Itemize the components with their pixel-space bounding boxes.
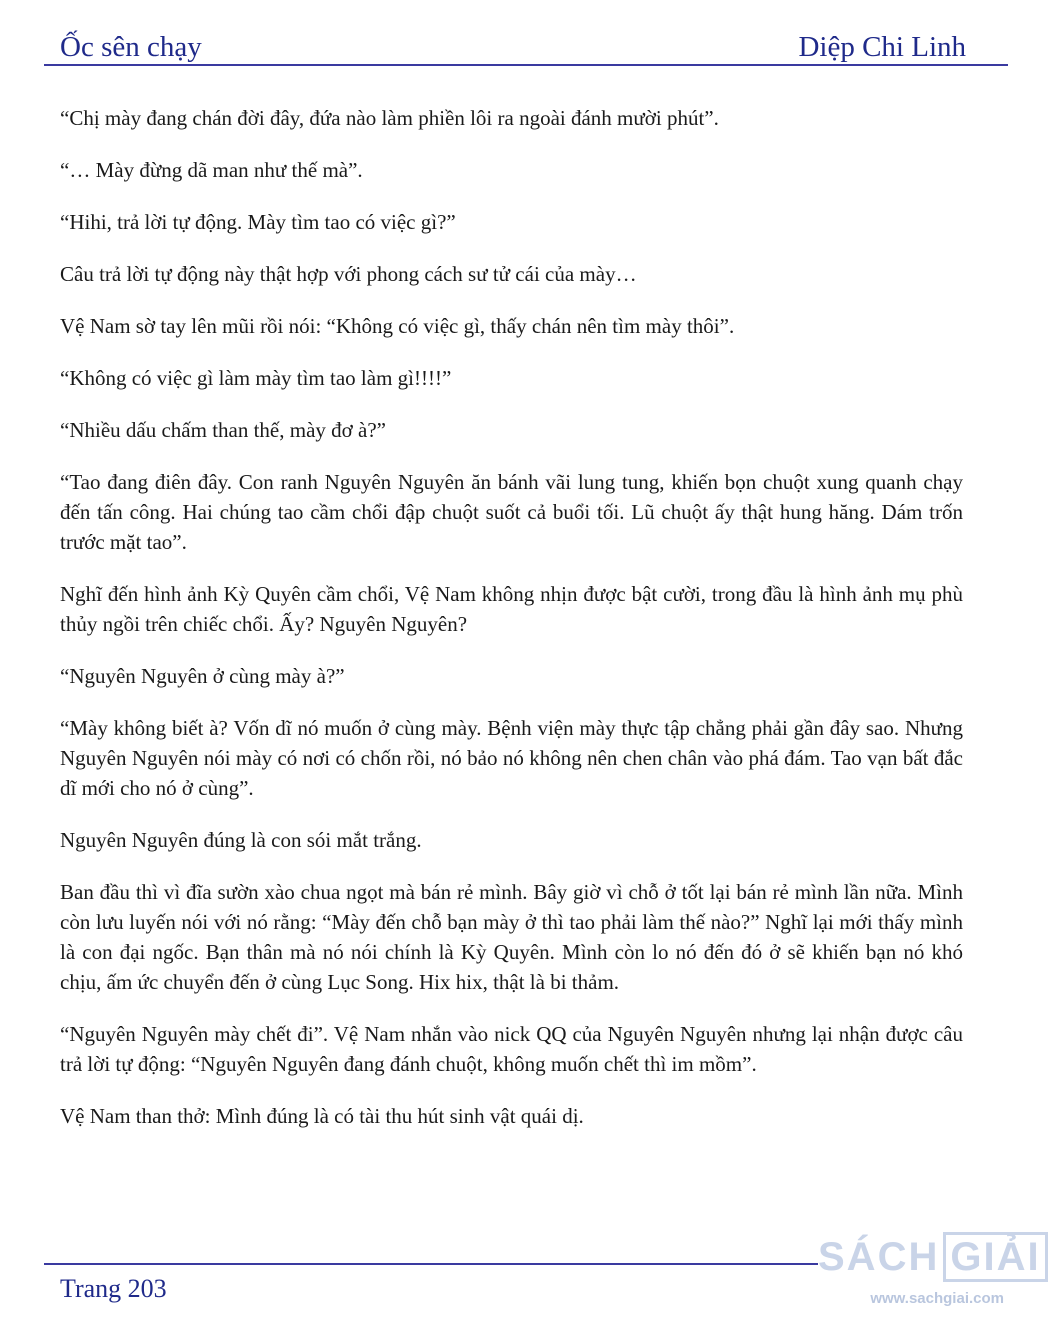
book-title: Ốc sên chạy [60,31,202,63]
watermark-logo-box: GIẢI [943,1232,1047,1282]
paragraph: “Tao đang điên đây. Con ranh Nguyên Nguyên ăn bánh vãi lung tung, khiến bọn chuột xung quanh chạy đến tấn công. Hai chúng tao cầm chổi đập chuột suốt cả buổi tối. Lũ chuột ấy thật hung hăng. Dám trốn trước mặt tao”. [60,470,963,554]
paragraph: Ban đầu thì vì đĩa sườn xào chua ngọt mà bán rẻ mình. Bây giờ vì chỗ ở tốt lại bán rẻ mình lần nữa. Mình còn lưu luyến nói với nó rằng: “Mày đến chỗ bạn mày ở thì tao phải làm thế nào?” Nghĩ lại mới thấy mình là con đại ngốc. Bạn thân mà nó nói chính là Kỳ Quyên. Mình còn lo nó đến đó ở sẽ khiến bạn nó khó chịu, ấm ức chuyển đến ở cùng Lục Song. Hix hix, thật là bi thảm. [60,880,963,994]
paragraph: “… Mày đừng dã man như thế mà”. [60,158,363,182]
paragraph: “Hihi, trả lời tự động. Mày tìm tao có việc gì?” [60,210,456,234]
paragraph: Vệ Nam than thở: Mình đúng là có tài thu hút sinh vật quái dị. [60,1104,584,1128]
watermark [818,1224,1041,1318]
paragraph: Vệ Nam sờ tay lên mũi rồi nói: “Không có việc gì, thấy chán nên tìm mày thôi”. [60,314,735,338]
paragraph: Nghĩ đến hình ảnh Kỳ Quyên cầm chổi, Vệ Nam không nhịn được bật cười, trong đầu là hình ảnh mụ phù thủy ngồi trên chiếc chổi. Ấy? Nguyên Nguyên? [60,582,963,636]
paragraph: Nguyên Nguyên đúng là con sói mắt trắng. [60,828,422,852]
watermark-logo-left: SÁCH [818,1234,940,1279]
paragraph: “Nguyên Nguyên ở cùng mày à?” [60,664,345,688]
paragraph: Câu trả lời tự động này thật hợp với phong cách sư tử cái của mày… [60,262,637,286]
page-header [60,22,966,64]
watermark-url: www.sachgiai.com [870,1290,1004,1307]
header-divider [44,64,1008,66]
paragraph: “Mày không biết à? Vốn dĩ nó muốn ở cùng mày. Bệnh viện mày thực tập chẳng phải gần đây sao. Nhưng Nguyên Nguyên nói mày có nơi có chốn rồi, nó bảo nó không nên chen chân vào phá đám. Tao vạn bất đắc dĩ mới cho nó ở cùng”. [60,716,963,800]
author-name: Diệp Chi Linh [798,31,966,63]
paragraph: “Không có việc gì làm mày tìm tao làm gì!!!!” [60,366,452,390]
paragraph: “Nguyên Nguyên mày chết đi”. Vệ Nam nhắn vào nick QQ của Nguyên Nguyên nhưng lại nhận được câu trả lời tự động: “Nguyên Nguyên đang đánh chuột, không muốn chết thì im mồm”. [60,1022,963,1076]
footer-divider [44,1263,818,1265]
paragraph: “Chị mày đang chán đời đây, đứa nào làm phiền lôi ra ngoài đánh mười phút”. [60,106,719,130]
page-body [60,103,963,1153]
page-number: Trang 203 [60,1274,167,1303]
paragraph: “Nhiều dấu chấm than thế, mày đơ à?” [60,418,386,442]
watermark-logo [818,1232,1048,1282]
